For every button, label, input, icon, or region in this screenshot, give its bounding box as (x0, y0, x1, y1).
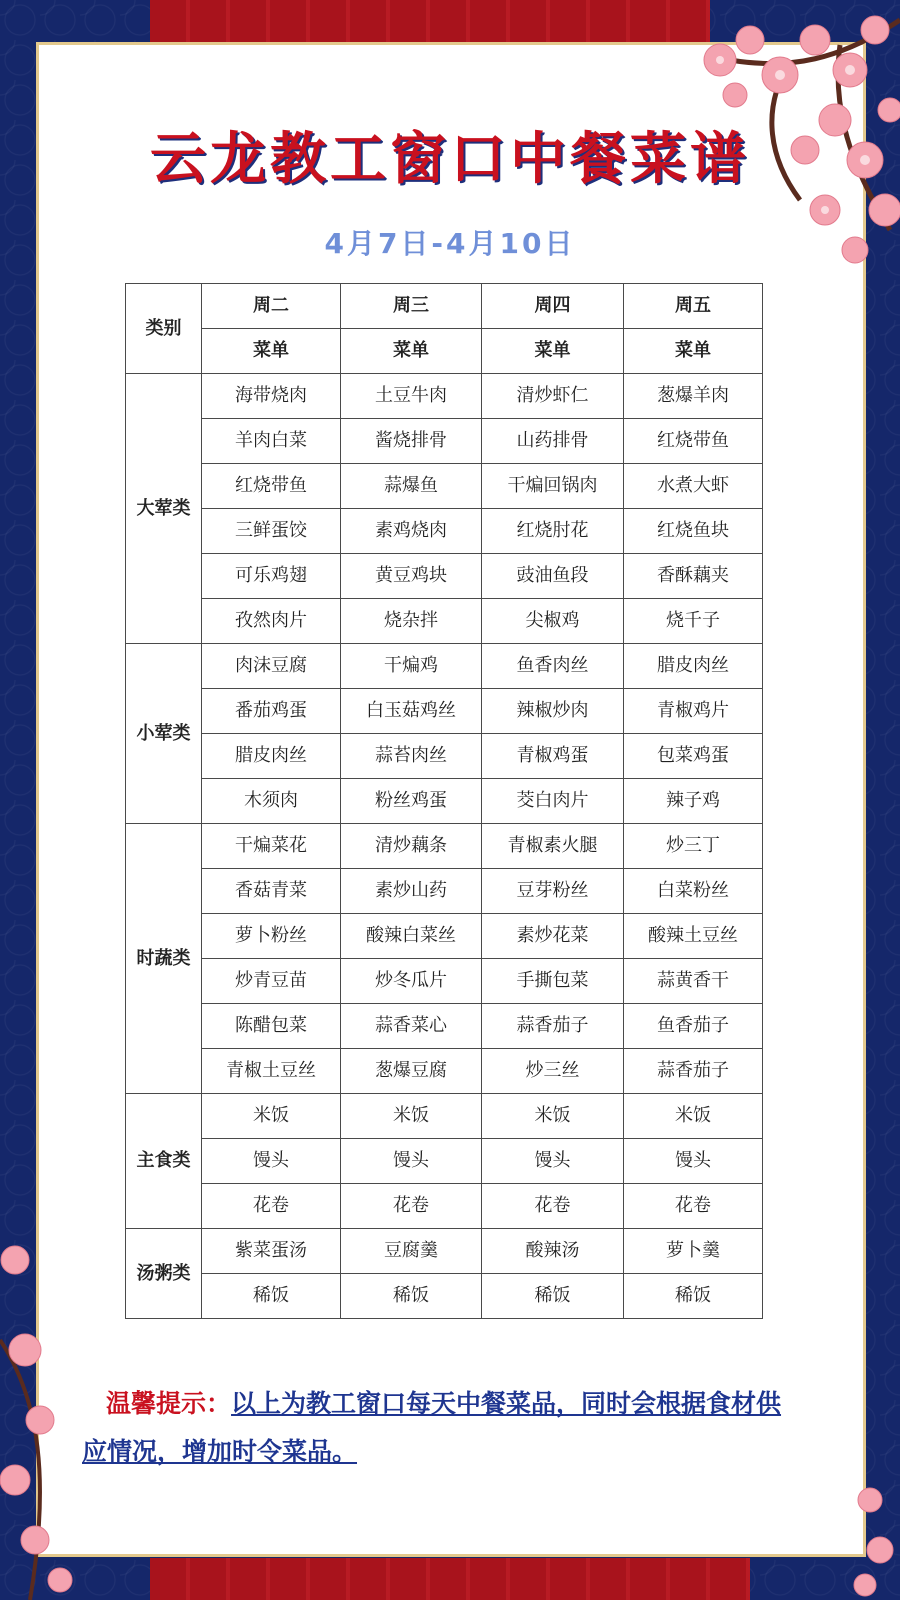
category-cell: 主食类 (126, 1094, 202, 1229)
table-row (126, 374, 763, 419)
dish-cell: 炒三丝 (482, 1049, 624, 1094)
date-range: 4月7日-4月10日 (324, 227, 576, 260)
dish-cell: 山药排骨 (482, 419, 624, 464)
dish-cell: 馒头 (341, 1139, 482, 1184)
dish-cell: 素炒花菜 (482, 914, 624, 959)
dish-cell: 稀饭 (341, 1274, 482, 1319)
dish-cell: 馒头 (624, 1139, 763, 1184)
category-header: 类别 (126, 284, 202, 374)
dish-cell: 蒜爆鱼 (341, 464, 482, 509)
dish-cell: 稀饭 (482, 1274, 624, 1319)
dish-cell: 萝卜羹 (624, 1229, 763, 1274)
table-row (126, 959, 763, 1004)
table-row (126, 824, 763, 869)
dish-cell: 干煸鸡 (341, 644, 482, 689)
bottom-red-band (150, 1558, 750, 1600)
dish-cell: 豆腐羹 (341, 1229, 482, 1274)
dish-cell: 葱爆豆腐 (341, 1049, 482, 1094)
table-row (126, 554, 763, 599)
dish-cell: 米饭 (482, 1094, 624, 1139)
table-row (126, 644, 763, 689)
menu-table-body (126, 284, 763, 1319)
dish-cell: 陈醋包菜 (202, 1004, 341, 1049)
day-header: 周三 (341, 284, 482, 329)
dish-cell: 馒头 (202, 1139, 341, 1184)
dish-cell: 蒜香茄子 (624, 1049, 763, 1094)
dish-cell: 青椒土豆丝 (202, 1049, 341, 1094)
dish-cell: 花卷 (624, 1184, 763, 1229)
dish-cell: 包菜鸡蛋 (624, 734, 763, 779)
dish-cell: 花卷 (482, 1184, 624, 1229)
dish-cell: 辣子鸡 (624, 779, 763, 824)
dish-cell: 香菇青菜 (202, 869, 341, 914)
dish-cell: 清炒藕条 (341, 824, 482, 869)
dish-cell: 炒三丁 (624, 824, 763, 869)
dish-cell: 素炒山药 (341, 869, 482, 914)
dish-cell: 炒青豆苗 (202, 959, 341, 1004)
dish-cell: 米饭 (624, 1094, 763, 1139)
blossom-branch-bottom-right-icon (840, 1470, 900, 1600)
day-header: 周五 (624, 284, 763, 329)
header-row-menu (126, 329, 763, 374)
header-row-days (126, 284, 763, 329)
day-header: 周二 (202, 284, 341, 329)
table-row (126, 599, 763, 644)
category-cell: 大荤类 (126, 374, 202, 644)
table-row (126, 509, 763, 554)
blossom-branch-bottom-left-icon (0, 1220, 90, 1600)
dish-cell: 羊肉白菜 (202, 419, 341, 464)
dish-cell: 豉油鱼段 (482, 554, 624, 599)
tip-label: 温馨提示： (106, 1389, 232, 1418)
table-row (126, 464, 763, 509)
menu-subheader: 菜单 (341, 329, 482, 374)
dish-cell: 花卷 (202, 1184, 341, 1229)
dish-cell: 腊皮肉丝 (624, 644, 763, 689)
dish-cell: 酸辣土豆丝 (624, 914, 763, 959)
table-row (126, 1229, 763, 1274)
page-title: 云龙教工窗口中餐菜谱 (150, 127, 750, 192)
dish-cell: 干煸菜花 (202, 824, 341, 869)
dish-cell: 清炒虾仁 (482, 374, 624, 419)
dish-cell: 馒头 (482, 1139, 624, 1184)
dish-cell: 酱烧排骨 (341, 419, 482, 464)
dish-cell: 米饭 (202, 1094, 341, 1139)
table-row (126, 1094, 763, 1139)
dish-cell: 酸辣白菜丝 (341, 914, 482, 959)
dish-cell: 红烧鱼块 (624, 509, 763, 554)
table-row (126, 1184, 763, 1229)
dish-cell: 花卷 (341, 1184, 482, 1229)
dish-cell: 木须肉 (202, 779, 341, 824)
dish-cell: 青椒鸡片 (624, 689, 763, 734)
dish-cell: 茭白肉片 (482, 779, 624, 824)
dish-cell: 鱼香肉丝 (482, 644, 624, 689)
dish-cell: 粉丝鸡蛋 (341, 779, 482, 824)
warm-tip (82, 1380, 802, 1476)
dish-cell: 黄豆鸡块 (341, 554, 482, 599)
dish-cell: 青椒素火腿 (482, 824, 624, 869)
dish-cell: 稀饭 (624, 1274, 763, 1319)
dish-cell: 米饭 (341, 1094, 482, 1139)
table-row (126, 1004, 763, 1049)
table-row (126, 689, 763, 734)
day-header: 周四 (482, 284, 624, 329)
menu-subheader: 菜单 (482, 329, 624, 374)
menu-subheader: 菜单 (202, 329, 341, 374)
table-row (126, 914, 763, 959)
dish-cell: 蒜黄香干 (624, 959, 763, 1004)
dish-cell: 葱爆羊肉 (624, 374, 763, 419)
dish-cell: 红烧带鱼 (202, 464, 341, 509)
dish-cell: 海带烧肉 (202, 374, 341, 419)
dish-cell: 烧杂拌 (341, 599, 482, 644)
dish-cell: 尖椒鸡 (482, 599, 624, 644)
dish-cell: 辣椒炒肉 (482, 689, 624, 734)
dish-cell: 干煸回锅肉 (482, 464, 624, 509)
dish-cell: 三鲜蛋饺 (202, 509, 341, 554)
dish-cell: 蒜香茄子 (482, 1004, 624, 1049)
dish-cell: 鱼香茄子 (624, 1004, 763, 1049)
dish-cell: 酸辣汤 (482, 1229, 624, 1274)
dish-cell: 蒜香菜心 (341, 1004, 482, 1049)
dish-cell: 肉沫豆腐 (202, 644, 341, 689)
menu-table (125, 283, 763, 1319)
table-row (126, 419, 763, 464)
menu-subheader: 菜单 (624, 329, 763, 374)
dish-cell: 白玉菇鸡丝 (341, 689, 482, 734)
dish-cell: 萝卜粉丝 (202, 914, 341, 959)
table-row (126, 869, 763, 914)
dish-cell: 蒜苔肉丝 (341, 734, 482, 779)
table-row (126, 734, 763, 779)
dish-cell: 孜然肉片 (202, 599, 341, 644)
dish-cell: 可乐鸡翅 (202, 554, 341, 599)
dish-cell: 素鸡烧肉 (341, 509, 482, 554)
dish-cell: 青椒鸡蛋 (482, 734, 624, 779)
dish-cell: 紫菜蛋汤 (202, 1229, 341, 1274)
dish-cell: 炒冬瓜片 (341, 959, 482, 1004)
category-cell: 小荤类 (126, 644, 202, 824)
dish-cell: 水煮大虾 (624, 464, 763, 509)
category-cell: 汤粥类 (126, 1229, 202, 1319)
dish-cell: 红烧带鱼 (624, 419, 763, 464)
dish-cell: 烧千子 (624, 599, 763, 644)
dish-cell: 稀饭 (202, 1274, 341, 1319)
dish-cell: 香酥藕夹 (624, 554, 763, 599)
dish-cell: 豆芽粉丝 (482, 869, 624, 914)
dish-cell: 手撕包菜 (482, 959, 624, 1004)
dish-cell: 白菜粉丝 (624, 869, 763, 914)
dish-cell: 腊皮肉丝 (202, 734, 341, 779)
tip-text: 以上为教工窗口每天中餐菜品，同时会根据食材供应情况，增加时令菜品。 (82, 1389, 782, 1466)
table-row (126, 779, 763, 824)
table-row (126, 1139, 763, 1184)
dish-cell: 番茄鸡蛋 (202, 689, 341, 734)
table-row (126, 1049, 763, 1094)
table-row (126, 1274, 763, 1319)
dish-cell: 土豆牛肉 (341, 374, 482, 419)
category-cell: 时蔬类 (126, 824, 202, 1094)
dish-cell: 红烧肘花 (482, 509, 624, 554)
